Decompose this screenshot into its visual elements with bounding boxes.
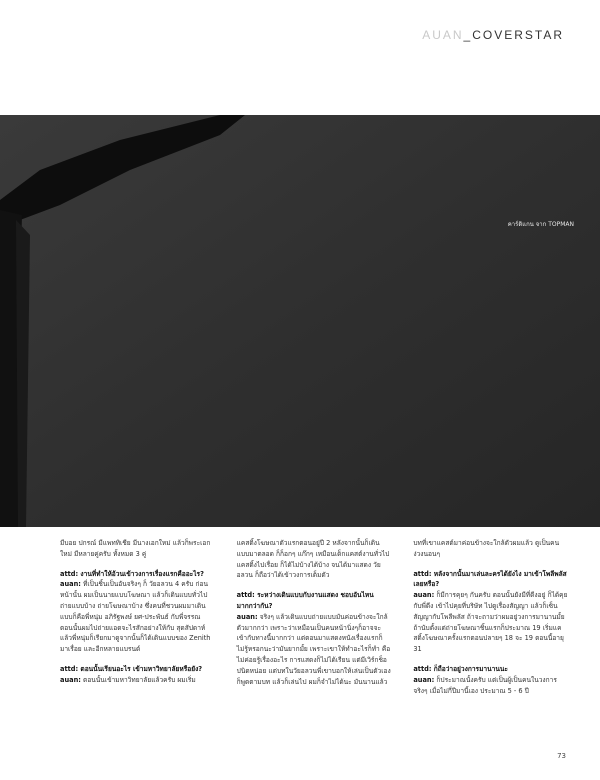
section-header <box>422 28 564 42</box>
answer-label: auan: <box>60 580 81 589</box>
paragraph: มีบอย ปกรณ์ มีแพททิเชีย มีนางเอกใหม่ แล้วก็พระเอกใหม่ มีหลายคู่ครับ ทั้งหมด 3 คู่ <box>60 539 211 558</box>
qa-block <box>60 569 215 655</box>
question: attd: งานที่ทำให้อ้วนเข้าวงการเรื่องแรกคืออะไร? <box>60 569 204 578</box>
column-2 <box>237 538 392 705</box>
page-number: 73 <box>557 752 566 760</box>
qa-block <box>413 569 568 655</box>
qa-block <box>413 664 568 696</box>
cover-photo <box>0 115 600 527</box>
question: attd: ตอนนั้นเรียนอะไร เข้ามหาวิทยาลัยหรือยัง? <box>60 664 203 673</box>
qa-block <box>60 664 215 686</box>
column-1 <box>60 538 215 705</box>
answer-text: ที่เป็นชิ้นเป็นอันจริงๆ ก็ วัยอลวน 4 ครับ ก่อนหน้านั้น ผมเป็นนายแบบโฆษณา แล้วก็เดินแบบทั่วไป ถ่ายแบบบ้าง ถ่ายโฆษณาบ้าง ซึ่งคนที่ชวนผมมาเดินแบบก็คือพี่หนุ่ม อภิรัฐพงษ์ ยศ-ประพันธ์ กับพี่จรรณ ตอนนั้นผมไปถ่ายแอดจะไรสักอย่างให้กับ สุดสัปดาห์ แล้วพี่หนุ่มก็เรียกมาดูจากนั้นก็ได้เดินแบบของ Zenith มาเรื่อย และอีกหลายแบรนด์ <box>60 580 211 654</box>
article-body <box>60 538 568 705</box>
answer-text: จริงๆ แล้วเดินแบบถ่ายแบบมันค่อนข้างจะใกล้ตัวมากกว่า เพราะว่าเหมือนเป็นคนหน้านิ่งๆก็อาจจะเข้ากับทางนี้มากกว่า แต่ตอนมาแสดงหนังเรื่องแรกก็ไม่รู้หรอกนะว่ามันยากมั้ย เพราะเขาให้ทำอะไรก็ทำ คือไม่ค่อยรู้เรื่องอะไร การแสดงก็ไม่ได้เรียน แต่มีเวิร์กช็อปนิดหน่อย แต่บทในวัยอลวนพี่เขาบอกให้เล่นเป็นตัวเอง ก็พูดตามบท แล้วก็เล่นไป ผมก็จำไม่ได้นะ มันนานแล้ว <box>236 612 391 686</box>
paragraph: บทที่เขาแคสต์มาค่อนข้างจะใกล้ตัวผมแล้ว ดูเป็นคนง่วงนอนๆ <box>413 539 560 558</box>
answer-label: auan: <box>413 675 435 684</box>
photo-credit: คาร์ดิแกน จาก TOPMAN <box>507 221 574 228</box>
header-brand: AUAN <box>422 28 464 42</box>
answer-label: auan: <box>413 591 435 600</box>
question: attd: ก็ถือว่าอยู่วงการมานานนะ <box>413 664 508 673</box>
answer-text: ตอนนั้นเข้ามหาวิทยาลัยแล้วครับ ผมเริ่ม <box>83 675 196 684</box>
answer-label: auan: <box>60 675 81 684</box>
question: attd: ระหว่างเดินแบบกับงานแสดง ชอบอันไหนมากกว่ากัน? <box>236 591 374 610</box>
answer-label: auan: <box>236 612 258 621</box>
header-section: _COVERSTAR <box>463 28 564 42</box>
answer-text: ก็ประมาณนั้งครับ แต่เป็นผู้เป็นคนในวงการจริงๆ เมื่อไม่กี่ปีมานี้เอง ประมาณ 5 - 6 ปี <box>413 675 557 695</box>
qa-block <box>237 590 392 687</box>
answer-text: ก็มีการคุยๆ กันครับ ตอนนั้นยังมีที่ดีงอยู่ ก็ได้คุยกับพี่ดีง เข้าไปคุยที่บริษัท ไปดูเรื่องสัญญา แล้วก็เซ็นสัญญากับโพลีพลัส ถ้าจะถามว่าผมอยู่วงการมานานมั้ย ถ้านับตั้งแต่ถ่ายโฆษณาชิ้นแรกก็ประมาณ 19 เริ่มแคสติ้งโฆษณาครั้งแรกตอนปลายๆ 18 จะ 19 ตอนนี้อายุ 31 <box>413 591 568 654</box>
question: attd: หลังจากนั้นมาเล่นละครได้ยังไง มาเข้าโพลีพลัสเลยหรือ? <box>413 569 567 589</box>
photo-graphic <box>0 115 600 527</box>
paragraph: แคสติ้งโฆษณาตัวแรกตอนอยู่ปี 2 หลังจากนั้นก็เดินแบบมาตลอด ก็ก็อกๆ แก๊กๆ เหมือนเด็กแคสต์งานทั่วไป แคสติ้งไปเรื่อย ก็ได้ไม่บ้างได้บ้าง จนได้มาแสดง วัยอลวน ก็ถือว่าได้เข้าวงการเต็มตัว <box>236 539 390 580</box>
column-3 <box>413 538 568 705</box>
